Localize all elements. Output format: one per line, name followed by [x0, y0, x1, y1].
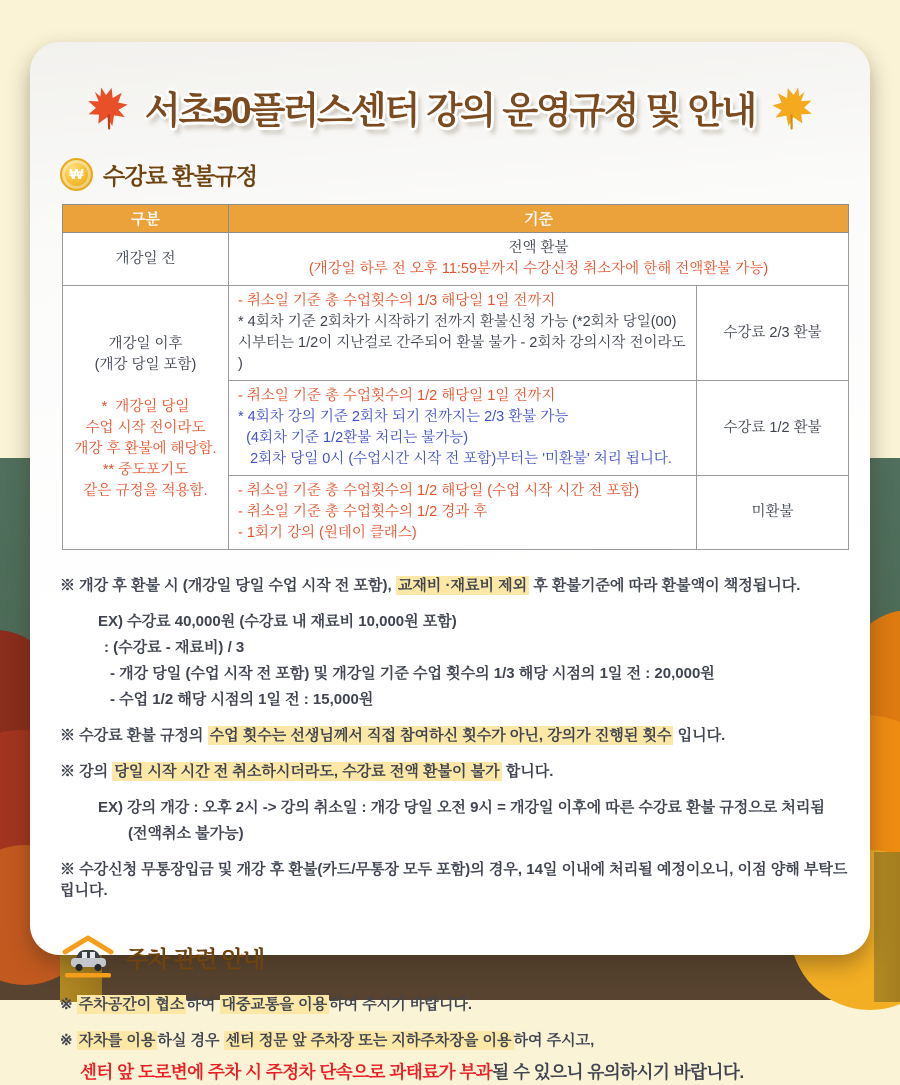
- note-text: EX) 수강료 40,000원 (수강료 내 재료비 10,000원 포함): [98, 613, 457, 631]
- text-line: - 1회기 강의 (원데이 클래스): [238, 525, 417, 542]
- cell-half-criteria: [229, 381, 697, 476]
- note-text: ※: [60, 1032, 77, 1050]
- text-line: 같은 규정을 적용함.: [83, 482, 208, 499]
- note-text: (전액취소 불가능): [128, 825, 244, 843]
- note-text: - 개강 당일 (수업 시작 전 포함) 및 개강일 기준 수업 횟수의 1/3 해당 시점의 1일 전 : 20,000원: [110, 665, 715, 683]
- text-line: * 개강일 당일: [101, 398, 190, 415]
- cell-no-refund-criteria: [229, 476, 697, 550]
- refund-section-title: 수강료 환불규정: [103, 163, 257, 189]
- cell-after-opening-label: [63, 286, 229, 550]
- note-text: ※ 수강료 환불 규정의: [60, 727, 208, 745]
- refund-table-row-before-opening: [63, 233, 849, 286]
- note-text: 될 수 있으니 유의하시기 바랍니다.: [492, 1062, 744, 1083]
- highlighted-text: 센터 정문 앞 주차장 또는 지하주차장을 이용: [225, 1032, 512, 1050]
- highlighted-text: 주차공간이 협소: [78, 996, 185, 1014]
- note-paragraph: [98, 611, 855, 632]
- cell-no-refund-value: 미환불: [697, 476, 849, 550]
- text-line: - 취소일 기준 총 수업횟수의 1/2 해당일 1일 전까지: [238, 388, 556, 405]
- note-text: 합니다.: [501, 763, 554, 781]
- page-title: 서초50플러스센터 강의 운영규정 및 안내: [144, 90, 756, 131]
- parking-section-title: 주차 관련 안내: [126, 945, 265, 972]
- note-paragraph: [110, 689, 855, 710]
- note-paragraph: [60, 859, 855, 901]
- note-paragraph: [60, 725, 855, 746]
- refund-notes: [60, 575, 855, 901]
- note-paragraph: [104, 637, 855, 658]
- text-line: ** 중도포기도: [102, 461, 189, 478]
- text-line: 2회차 당일 0시 (수업시간 시작 전 포함)부터는 '미환불' 처리 됩니다.: [238, 451, 672, 468]
- maple-leaf-icon-right: [767, 80, 822, 135]
- note-paragraph: [60, 994, 855, 1015]
- maple-leaf-icon-left: [78, 79, 134, 135]
- parking-notes: [60, 994, 855, 1085]
- note-text: 후 환불기준에 따라 환불액이 책정됩니다.: [529, 577, 801, 595]
- highlighted-text: 대중교통을 이용: [221, 996, 328, 1014]
- highlighted-text: 수업 횟수는 선생님께서 직접 참여하신 횟수가 아닌, 강의가 진행된 횟수: [209, 727, 672, 745]
- text-line: - 취소일 기준 총 수업횟수의 1/3 해당일 1일 전까지: [238, 293, 556, 310]
- note-text: : (수강료 - 재료비) / 3: [104, 639, 245, 657]
- cell-before-opening-label: 개강일 전: [63, 233, 229, 286]
- note-text: 입니다.: [673, 727, 726, 745]
- text-line: - 취소일 기준 총 수업횟수의 1/2 경과 후: [238, 504, 488, 521]
- note-paragraph: [60, 1030, 855, 1051]
- cell-before-opening-criteria: [229, 233, 849, 286]
- text-line: (개강일 하루 전 오후 11:59분까지 수강신청 취소자에 한해 전액환불 가능): [308, 261, 769, 278]
- text-line: (개강 당일 포함): [94, 356, 197, 373]
- note-text: EX) 강의 개강 : 오후 2시 -> 강의 취소일 : 개강 당일 오전 9시 = 개강일 이후에 따른 수강료 환불 규정으로 처리됨: [98, 799, 825, 817]
- parking-garage-icon: [62, 935, 114, 979]
- note-paragraph: [98, 797, 855, 818]
- refund-table-header-category: 구분: [63, 205, 229, 233]
- won-coin-icon: ₩: [60, 158, 93, 191]
- note-paragraph: [128, 823, 855, 844]
- note-text: 하여: [186, 996, 220, 1014]
- refund-table-header-criteria: 기준: [229, 205, 849, 233]
- text-line: [72, 376, 219, 397]
- refund-section-heading: [60, 158, 870, 191]
- refund-table-row-two-thirds: [63, 286, 849, 381]
- refund-table: [62, 204, 849, 550]
- title-row: [30, 42, 870, 134]
- text-line: - 취소일 기준 총 수업횟수의 1/2 해당일 (수업 시작 시간 전 포함): [238, 483, 640, 500]
- notice-card: [30, 42, 870, 1083]
- text-line: (4회차 기준 1/2환불 처리는 불가능): [238, 430, 469, 447]
- text-line: 전액 환불: [508, 240, 569, 256]
- note-text: ※ 개강 후 환불 시 (개강일 당일 수업 시작 전 포함),: [60, 577, 396, 595]
- text-line: 수업 시작 전이라도: [85, 419, 206, 436]
- note-text: - 수업 1/2 해당 시점의 1일 전 : 15,000원: [110, 691, 374, 709]
- note-paragraph: [110, 663, 855, 684]
- text-line: * 4회차 강의 기준 2회차 되기 전까지는 2/3 환불 가능: [238, 409, 569, 426]
- note-paragraph: [60, 575, 855, 596]
- cell-half-refund: 수강료 1/2 환불: [697, 381, 849, 476]
- parking-section-heading: [62, 935, 870, 979]
- note-text: ※ 수강신청 무통장입금 및 개강 후 환불(카드/무통장 모두 포함)의 경우, 14일 이내에 처리될 예정이오니, 이점 양해 부탁드립니다.: [60, 861, 848, 900]
- cell-two-thirds-criteria: [229, 286, 697, 381]
- note-text: ※ 강의: [60, 763, 113, 781]
- highlighted-text: 교재비 ·재료비 제외: [397, 577, 528, 595]
- highlighted-text: 자차를 이용: [78, 1032, 156, 1050]
- highlighted-text: 당일 시작 시간 전 취소하시더라도, 수강료 전액 환불이 불가: [114, 763, 500, 781]
- note-paragraph: [80, 1060, 855, 1085]
- note-text: 하여 주시기 바랍니다.: [329, 996, 473, 1014]
- tree-trunk: [874, 852, 900, 1002]
- cell-two-thirds-refund: 수강료 2/3 환불: [697, 286, 849, 381]
- note-text: ※: [60, 996, 77, 1014]
- note-text: 센터 앞 도로변에 주차 시 주정차 단속으로 과태료가 부과: [80, 1062, 493, 1083]
- text-line: * 4회차 기준 2회차가 시작하기 전까지 환불신청 가능 (*2회차 당일(00)시부터는 1/2이 지난걸로 간주되어 환불 불가 - 2회차 강의시작 전이라도 ): [238, 314, 690, 373]
- refund-table-header-row: [63, 205, 849, 233]
- note-text: 하실 경우: [157, 1032, 224, 1050]
- note-text: 하여 주시고,: [513, 1032, 595, 1050]
- text-line: 개강일 이후: [108, 335, 183, 352]
- text-line: 개강 후 환불에 해당함.: [74, 440, 217, 457]
- note-paragraph: [60, 761, 855, 782]
